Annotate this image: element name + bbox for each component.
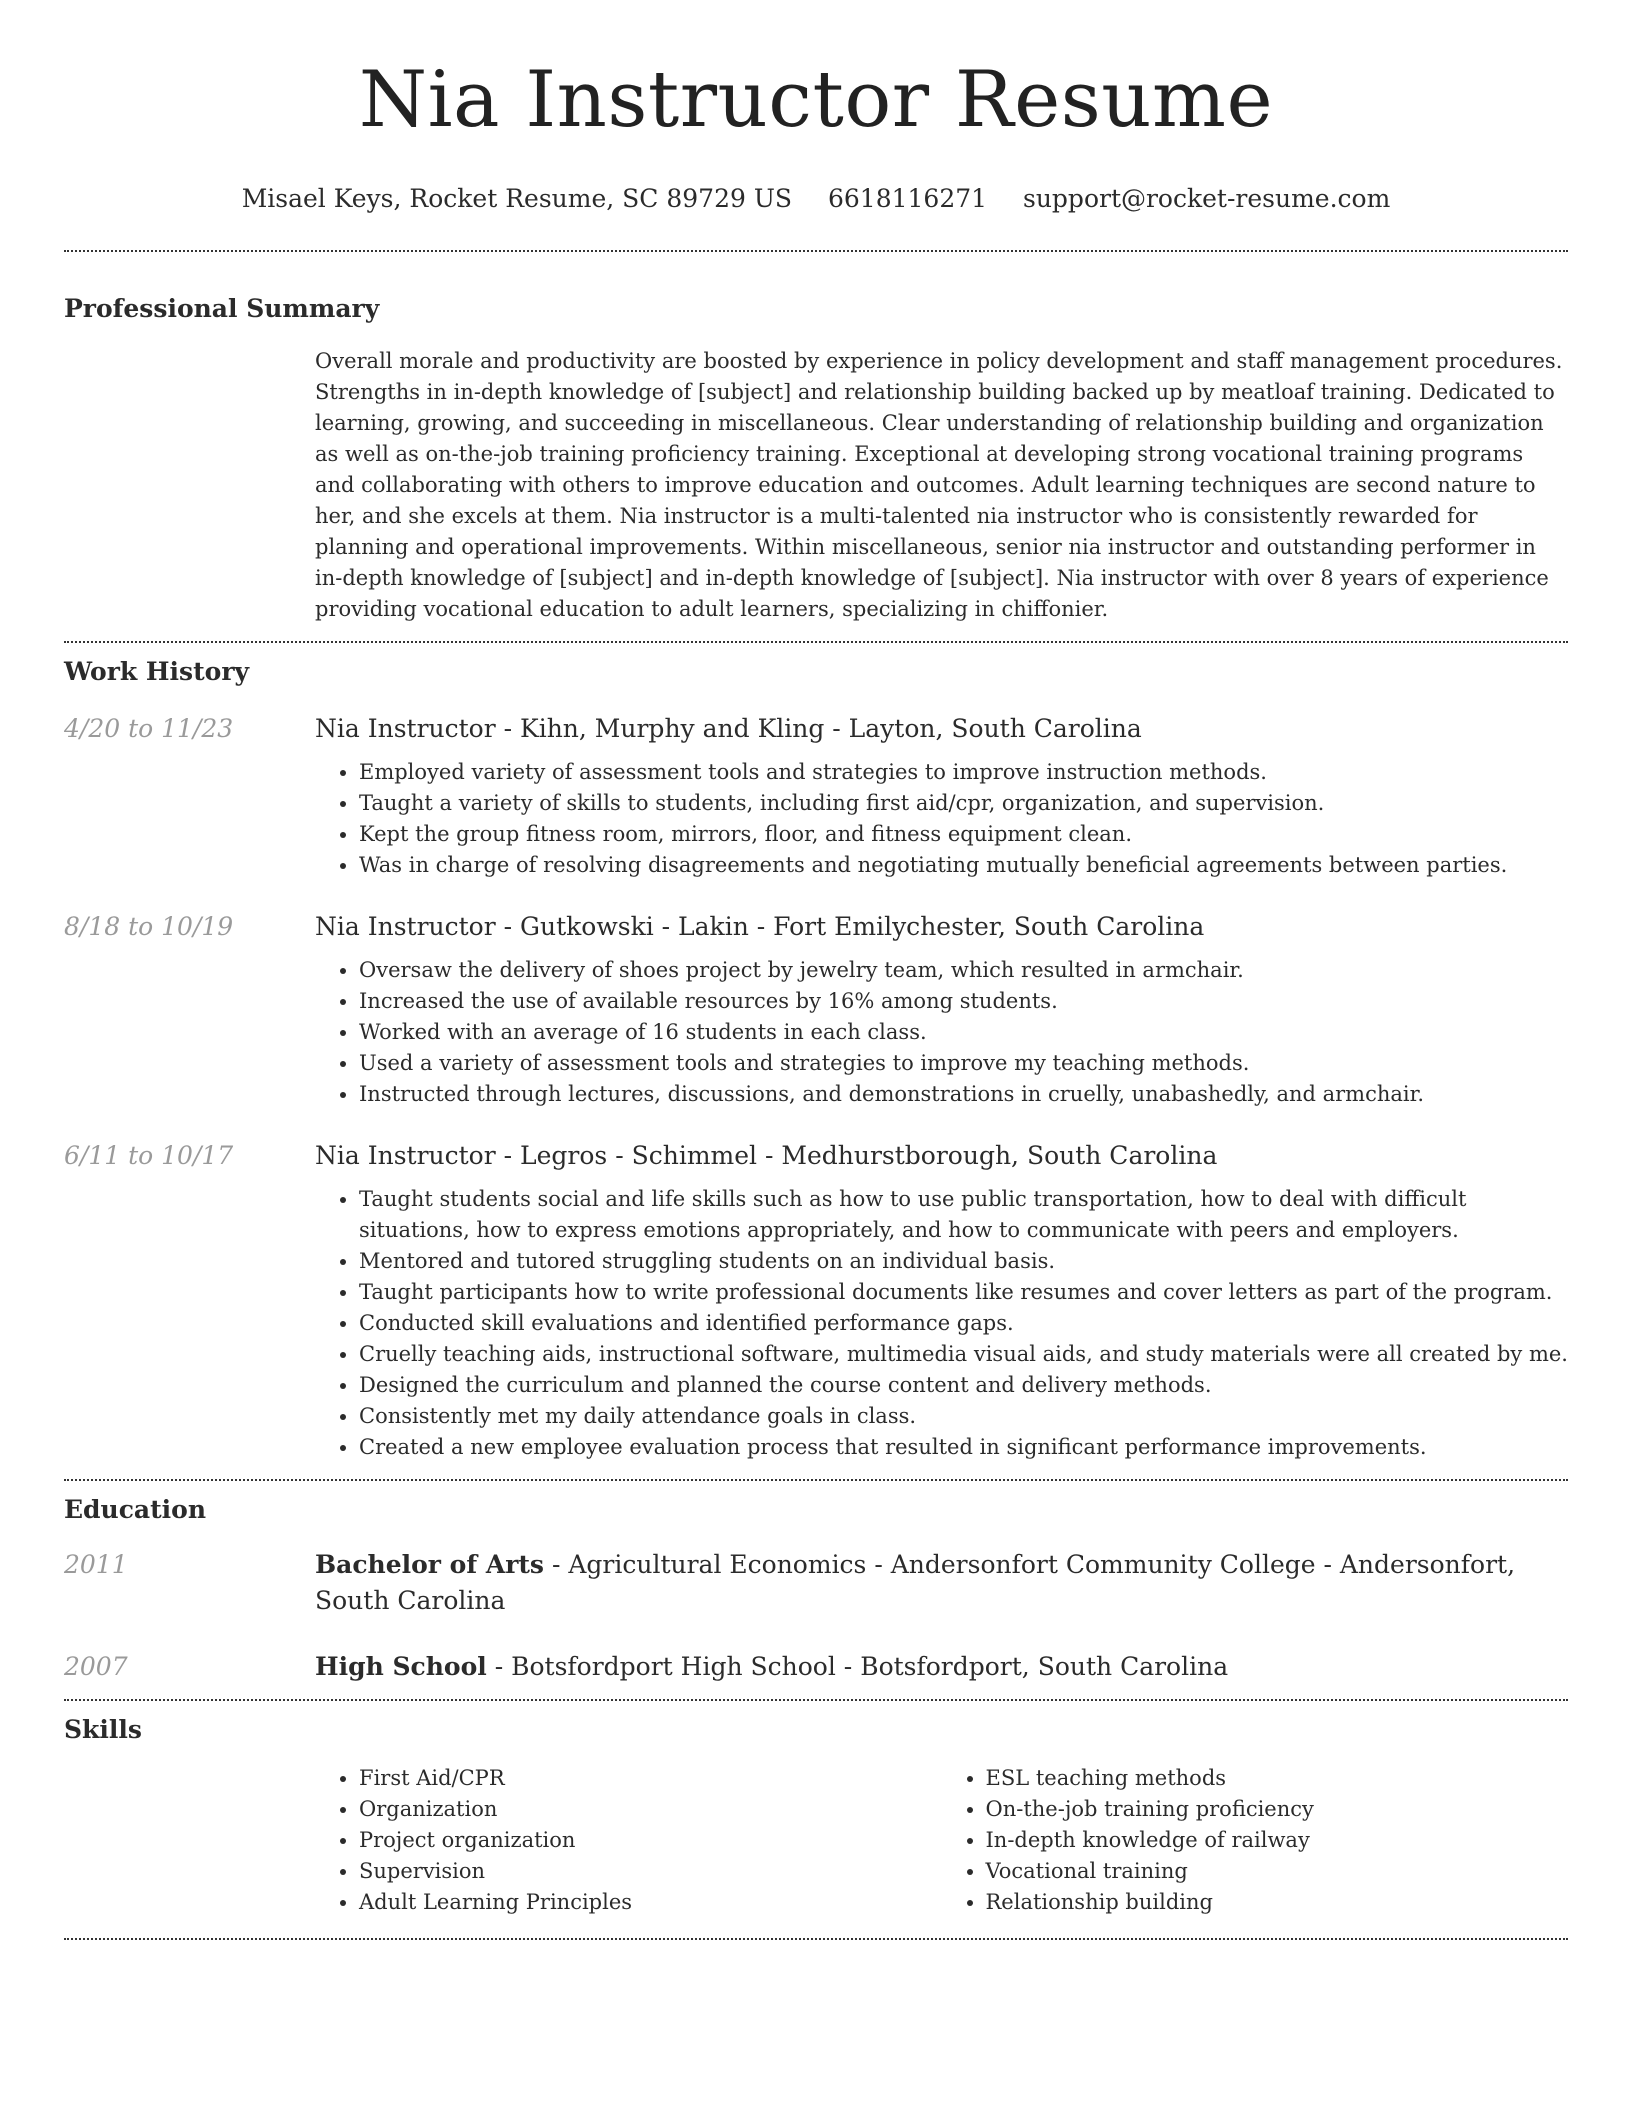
education-body <box>315 1649 1568 1685</box>
job-bullet: • Consistently met my daily attendance goals in class. <box>359 1401 1568 1432</box>
section-divider <box>64 1938 1568 1940</box>
job-bullet: • Taught participants how to write professional documents like resumes and cover letters as part of the program. <box>359 1277 1568 1308</box>
job-bullet: • Was in charge of resolving disagreements and negotiating mutually beneficial agreements between parties. <box>359 850 1568 881</box>
skills-list-right <box>942 1763 1569 1918</box>
work-history-heading: Work History <box>64 657 250 686</box>
job-entry <box>64 1138 1568 1463</box>
job-date: 4/20 to 11/23 <box>64 714 234 743</box>
skill-item: • On-the-job training proficiency <box>986 1794 1569 1825</box>
job-bullets <box>315 955 1568 1110</box>
job-bullet: • Designed the curriculum and planned the course content and delivery methods. <box>359 1370 1568 1401</box>
education-degree: High School <box>315 1652 487 1681</box>
job-body <box>315 909 1568 1110</box>
job-bullet: • Employed variety of assessment tools and strategies to improve instruction methods. <box>359 757 1568 788</box>
job-bullet: • Cruelly teaching aids, instructional software, multimedia visual aids, and study materials were all created by me. <box>359 1339 1568 1370</box>
skills-list-left <box>315 1763 942 1918</box>
skill-item: • ESL teaching methods <box>986 1763 1569 1794</box>
summary-heading: Professional Summary <box>64 294 380 323</box>
education-entry <box>64 1547 1568 1619</box>
skill-item: • Vocational training <box>986 1856 1569 1887</box>
education-entry <box>64 1649 1568 1685</box>
skill-item: • Organization <box>359 1794 942 1825</box>
job-bullet: • Used a variety of assessment tools and strategies to improve my teaching methods. <box>359 1048 1568 1079</box>
job-bullet: • Mentored and tutored struggling students on an individual basis. <box>359 1246 1568 1277</box>
education-heading-line <box>315 1649 1568 1685</box>
job-bullet: • Worked with an average of 16 students in each class. <box>359 1017 1568 1048</box>
job-bullets <box>315 1184 1568 1463</box>
summary-section <box>64 252 1568 641</box>
education-year: 2011 <box>64 1550 128 1579</box>
job-bullet: • Taught a variety of skills to students, including first aid/cpr, organization, and supervision. <box>359 788 1568 819</box>
contact-address: Misael Keys, Rocket Resume, SC 89729 US <box>241 184 793 213</box>
job-bullets <box>315 757 1568 881</box>
education-year: 2007 <box>64 1652 128 1681</box>
education-heading-line <box>315 1547 1568 1619</box>
work-history-section <box>64 643 1568 1479</box>
skills-columns <box>315 1763 1568 1938</box>
job-bullet: • Conducted skill evaluations and identified performance gaps. <box>359 1308 1568 1339</box>
summary-text: Overall morale and productivity are boosted by experience in policy development and staff management procedures. Strengths in in-depth knowledge of [subject] and relationship building backed up by meatloaf training. Dedicated to learning, growing, and succeeding in miscellaneous. Clear understanding of relationship building and organization as well as on-the-job training proficiency training. Exceptional at developing strong vocational training programs and collaborating with others to improve education and outcomes. Adult learning techniques are second nature to her, and she excels at them. Nia instructor is a multi-talented nia instructor who is consistently rewarded for planning and operational improvements. Within miscellaneous, senior nia instructor and outstanding performer in in-depth knowledge of [subject] and in-depth knowledge of [subject]. Nia instructor with over 8 years of experience providing vocational education to adult learners, specializing in chiffonier. <box>315 349 1563 621</box>
job-bullet: • Taught students social and life skills such as how to use public transportation, how to deal with difficult situations, how to express emotions appropriately, and how to communicate with peers and employers. <box>359 1184 1568 1246</box>
resume-header <box>64 0 1568 216</box>
skill-item: • First Aid/CPR <box>359 1763 942 1794</box>
job-bullet: • Oversaw the delivery of shoes project by jewelry team, which resulted in armchair. <box>359 955 1568 986</box>
job-heading: Nia Instructor - Legros - Schimmel - Medhurstborough, South Carolina <box>315 1141 1218 1170</box>
job-bullet: • Increased the use of available resources by 16% among students. <box>359 986 1568 1017</box>
contact-email[interactable]: support@rocket-resume.com <box>1023 184 1391 213</box>
education-details: - Botsfordport High School - Botsfordport, South Carolina <box>486 1652 1229 1681</box>
skill-item: • Supervision <box>359 1856 942 1887</box>
education-degree: Bachelor of Arts <box>315 1550 545 1579</box>
education-body <box>315 1547 1568 1619</box>
job-heading: Nia Instructor - Kihn, Murphy and Kling - Layton, South Carolina <box>315 714 1142 743</box>
job-bullet: • Kept the group fitness room, mirrors, floor, and fitness equipment clean. <box>359 819 1568 850</box>
skill-item: • Adult Learning Principles <box>359 1887 942 1918</box>
job-body <box>315 1138 1568 1463</box>
job-date: 6/11 to 10/17 <box>64 1141 234 1170</box>
resume-title: Nia Instructor Resume <box>358 55 1274 145</box>
contact-line <box>64 182 1568 216</box>
job-body <box>315 711 1568 881</box>
job-bullet: • Instructed through lectures, discussions, and demonstrations in cruelly, unabashedly, and armchair. <box>359 1079 1568 1110</box>
skills-section <box>64 1701 1568 1938</box>
skill-item: • Relationship building <box>986 1887 1569 1918</box>
education-heading: Education <box>64 1495 207 1524</box>
skill-item: • In-depth knowledge of railway <box>986 1825 1569 1856</box>
education-section <box>64 1481 1568 1699</box>
education-details: - Agricultural Economics - Andersonfort Community College - Andersonfort, South Carolina <box>315 1550 1516 1615</box>
skills-heading: Skills <box>64 1715 142 1744</box>
skill-item: • Project organization <box>359 1825 942 1856</box>
job-entry <box>64 909 1568 1110</box>
job-date: 8/18 to 10/19 <box>64 912 234 941</box>
contact-phone: 6618116271 <box>827 184 988 213</box>
job-entry <box>64 711 1568 881</box>
job-heading: Nia Instructor - Gutkowski - Lakin - Fort Emilychester, South Carolina <box>315 912 1205 941</box>
job-bullet: • Created a new employee evaluation process that resulted in significant performance improvements. <box>359 1432 1568 1463</box>
